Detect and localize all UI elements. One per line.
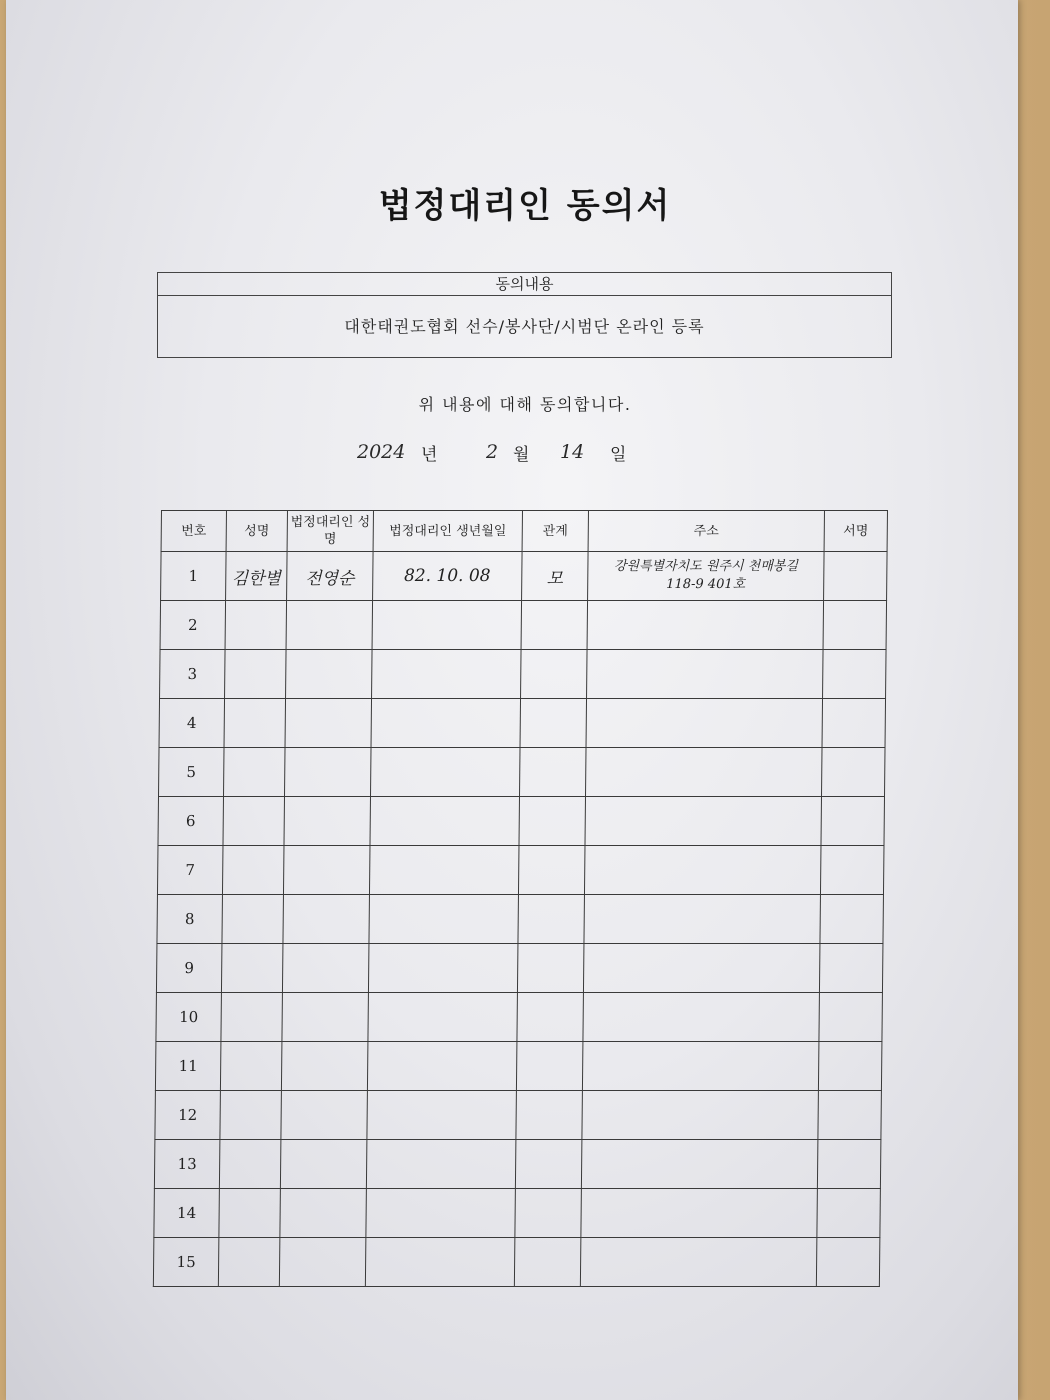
table-row [160, 601, 887, 650]
col-address-header: 주소 [588, 511, 824, 552]
relation-cell [519, 748, 586, 797]
student-name-cell [223, 748, 285, 797]
relation-cell [515, 1140, 582, 1189]
address-cell [585, 797, 822, 846]
guardian-name-cell [284, 797, 371, 846]
address-cell [584, 895, 821, 944]
consent-box [157, 272, 892, 358]
guardian-birth-cell: 82. 10. 08 [373, 552, 523, 601]
guardian-name-cell [286, 650, 373, 699]
table-row [153, 1238, 880, 1287]
row-number: 12 [155, 1091, 221, 1140]
relation-cell [519, 797, 586, 846]
student-name-cell [221, 944, 283, 993]
relation-cell [517, 944, 584, 993]
date-month-unit: 월 [513, 445, 530, 465]
student-name-cell [225, 601, 287, 650]
row-number: 10 [156, 993, 222, 1042]
consent-content: 대한태권도협회 선수/봉사단/시범단 온라인 등록 [344, 317, 705, 336]
student-name-cell [218, 1238, 280, 1287]
table-row [158, 748, 885, 797]
guardian-name-cell: 전영순 [287, 552, 374, 601]
address-cell [587, 650, 824, 699]
signature-cell [817, 1189, 881, 1238]
table-row [159, 699, 886, 748]
relation-cell [518, 895, 585, 944]
row-number: 15 [153, 1238, 219, 1287]
table-row [156, 993, 883, 1042]
row-number: 11 [155, 1042, 221, 1091]
guardian-birth-cell [370, 797, 520, 846]
col-signature-header: 서명 [824, 511, 887, 552]
col-guardian-birth-header: 법정대리인 생년월일 [373, 511, 522, 552]
guardian-birth-cell [371, 699, 521, 748]
consent-header: 동의내용 [158, 273, 891, 296]
guardian-name-cell [286, 601, 373, 650]
student-name-cell [222, 895, 284, 944]
relation-cell [518, 846, 585, 895]
guardian-birth-cell [368, 944, 518, 993]
signature-cell [821, 748, 885, 797]
table-row [157, 895, 884, 944]
address-cell [581, 1189, 818, 1238]
guardian-birth-cell [369, 895, 519, 944]
page-title: 법정대리인 동의서 [378, 186, 672, 226]
address-cell [583, 993, 820, 1042]
address-cell [586, 699, 823, 748]
relation-cell [515, 1189, 582, 1238]
date-year-unit: 년 [421, 445, 438, 465]
table-row [157, 846, 884, 895]
date-day-unit: 일 [610, 445, 627, 465]
col-name-header: 성명 [226, 511, 287, 552]
member-table [153, 510, 888, 1287]
signature-cell [821, 797, 885, 846]
guardian-birth-cell [368, 993, 518, 1042]
guardian-birth-cell [369, 846, 519, 895]
address-cell [585, 748, 822, 797]
relation-cell [520, 699, 587, 748]
student-name-cell [219, 1189, 281, 1238]
student-name-cell [219, 1140, 281, 1189]
address-line-1: 강원특별자치도 원주시 천매봉길 [613, 559, 799, 574]
student-name-cell [222, 846, 284, 895]
signature-cell [819, 944, 883, 993]
date-day: 14 [560, 441, 585, 463]
guardian-name-cell [282, 993, 369, 1042]
address-cell [582, 1091, 819, 1140]
table-row [155, 1042, 882, 1091]
guardian-birth-cell [372, 601, 522, 650]
date-month: 2 [486, 441, 499, 463]
table-row [160, 650, 887, 699]
signature-cell [818, 1091, 882, 1140]
guardian-birth-cell [370, 748, 520, 797]
row-number: 9 [156, 944, 222, 993]
address-cell [588, 552, 825, 601]
table-row [154, 1140, 881, 1189]
guardian-name-cell [281, 1091, 368, 1140]
address-cell [587, 601, 824, 650]
guardian-birth-cell [366, 1140, 516, 1189]
row-number: 13 [154, 1140, 220, 1189]
student-name-cell [220, 1042, 282, 1091]
student-name-cell [224, 699, 286, 748]
address-cell [581, 1140, 818, 1189]
table-header-row [161, 511, 887, 552]
signature-cell [824, 552, 888, 601]
guardian-name-cell [285, 699, 372, 748]
table-row [158, 797, 885, 846]
student-name-cell: 김한별 [226, 552, 288, 601]
signature-cell [818, 1042, 882, 1091]
signature-cell [823, 601, 887, 650]
guardian-name-cell [281, 1042, 368, 1091]
table-row [156, 944, 883, 993]
row-number: 3 [160, 650, 226, 699]
signature-cell [823, 650, 887, 699]
row-number: 6 [158, 797, 224, 846]
guardian-birth-cell [365, 1238, 515, 1287]
row-number: 1 [161, 552, 227, 601]
student-name-cell [223, 797, 285, 846]
student-name-cell [220, 1091, 282, 1140]
guardian-name-cell [282, 944, 369, 993]
row-number: 4 [159, 699, 225, 748]
relation-cell [521, 650, 588, 699]
col-relation-header: 관계 [522, 511, 588, 552]
row-number: 7 [157, 846, 223, 895]
signature-cell [820, 846, 884, 895]
guardian-name-cell [280, 1189, 367, 1238]
row-number: 8 [157, 895, 223, 944]
signature-cell [817, 1140, 881, 1189]
relation-cell [514, 1238, 581, 1287]
table-row [154, 1189, 881, 1238]
signature-cell [816, 1238, 880, 1287]
address-cell [580, 1238, 817, 1287]
row-number: 14 [154, 1189, 220, 1238]
student-name-cell [225, 650, 287, 699]
signature-cell [820, 895, 884, 944]
row-number: 5 [158, 748, 224, 797]
address-cell [584, 846, 821, 895]
agreement-statement: 위 내용에 대해 동의합니다. [418, 395, 632, 414]
guardian-name-cell [280, 1140, 367, 1189]
guardian-birth-cell [367, 1042, 517, 1091]
row-number: 2 [160, 601, 226, 650]
guardian-birth-cell [367, 1091, 517, 1140]
signature-cell [819, 993, 883, 1042]
address-cell [583, 944, 820, 993]
relation-cell [516, 1091, 583, 1140]
student-name-cell [221, 993, 283, 1042]
guardian-birth-cell [372, 650, 522, 699]
guardian-birth-cell [366, 1189, 516, 1238]
signature-cell [822, 699, 886, 748]
relation-cell [517, 993, 584, 1042]
guardian-name-cell [284, 748, 371, 797]
date-year: 2024 [357, 441, 406, 463]
guardian-name-cell [279, 1238, 366, 1287]
guardian-name-cell [283, 846, 370, 895]
col-number-header: 번호 [161, 511, 226, 552]
relation-cell [516, 1042, 583, 1091]
table-row [155, 1091, 882, 1140]
table-row [161, 552, 888, 601]
guardian-name-cell [283, 895, 370, 944]
relation-cell: 모 [522, 552, 589, 601]
col-guardian-name-header: 법정대리인 성명 [287, 511, 373, 552]
address-cell [582, 1042, 819, 1091]
relation-cell [521, 601, 588, 650]
address-line-2: 118-9 401호 [666, 577, 746, 592]
